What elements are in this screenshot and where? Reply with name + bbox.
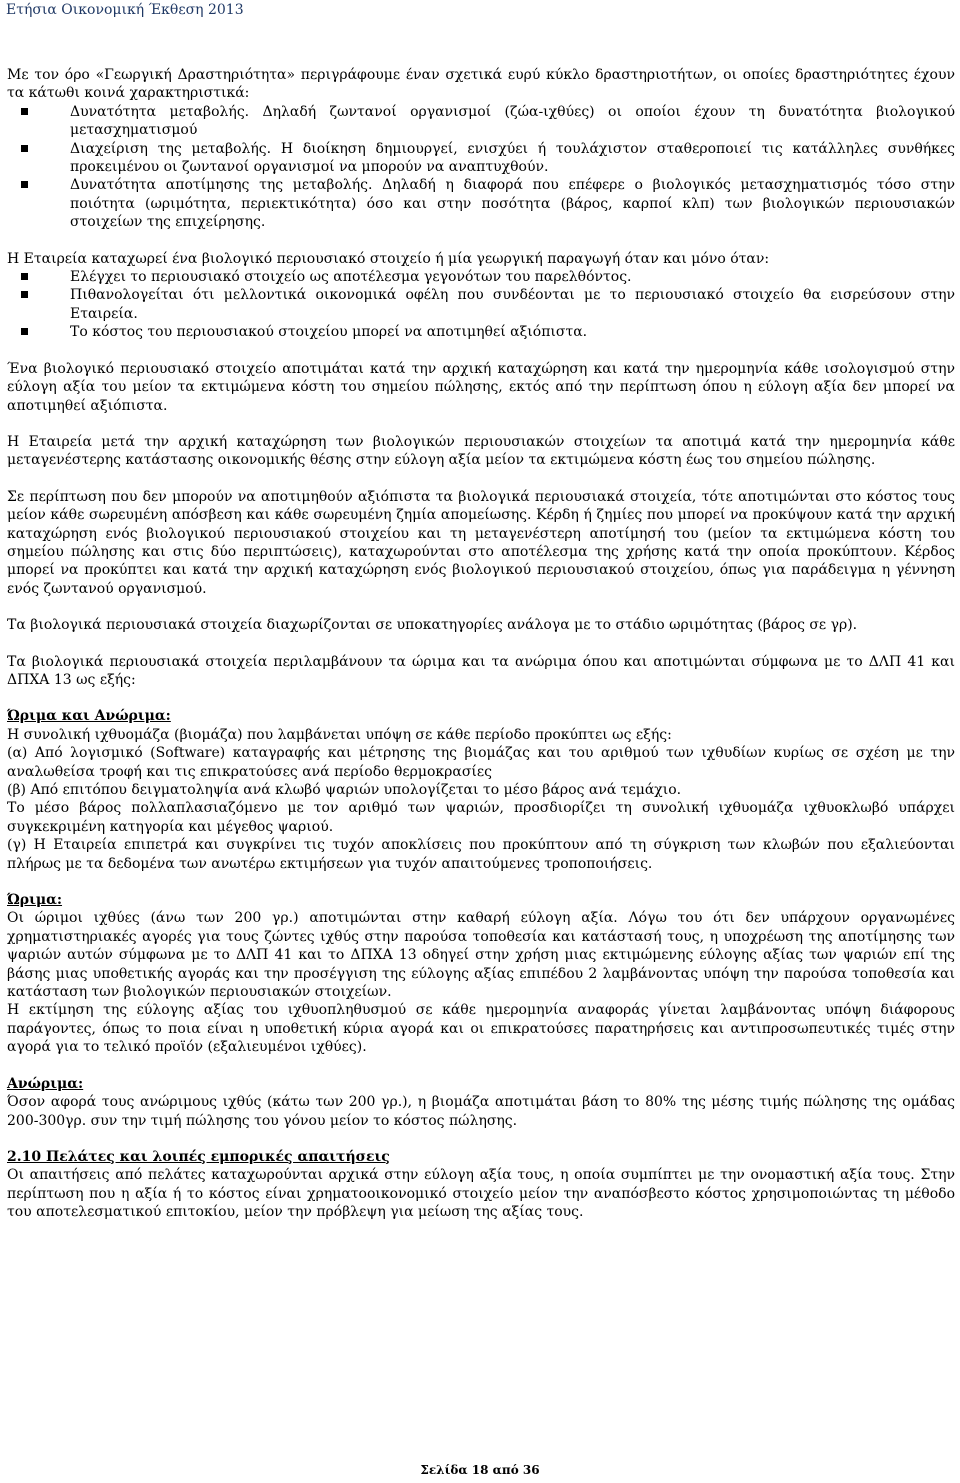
document-body <box>7 66 955 1222</box>
unripe-heading: Ανώριμα: <box>7 1075 84 1092</box>
ripe-paragraph: Η εκτίμηση της εύλογης αξίας του ιχθυοπληθυσμού σε κάθε ημερομηνία αναφοράς γίνεται λαμβάνοντας υπόψη διάφορους παράγοντες, όπως το ποια είναι η υποθετική κύρια αγορά και οι επικρατούσες παρατηρήσεις και αντιπροσωπευτικές τιμές στην αγορά για το τελικό προϊόν (εξαλιευμένοι ιχθύες). <box>7 1002 955 1056</box>
bullet-item <box>7 103 955 140</box>
biomass-line: (α) Από λογισμικό (Software) καταγραφής και μέτρησης της βιομάζας και του αριθμού των ιχθυδίων κυρίως σε σχέση με την αναλωθείσα τροφή και τις επικρατούσες ανά περίοδο θερμοκρασίες <box>7 745 955 780</box>
bullet-item <box>7 176 955 231</box>
categories-paragraph: Τα βιολογικά περιουσιακά στοιχεία διαχωρίζονται σε υποκατηγορίες ανάλογα με το στάδιο ωριμότητας (βάρος σε γρ). <box>7 617 858 634</box>
section-paragraph: Οι απαιτήσεις από πελάτες καταχωρούνται αρχικά στην εύλογη αξία τους, η οποία συμπίπτει με την ονομαστική αξία τους. Στην περίπτωση που η αξία ή το κόστος είναι χρηματοοικονομικό στοιχείο μείον την αναπόσβεστο κόστος χρησιμοποιώντας τη μέθοδο του αποτελεσματικού επιτοκίου, μείον την πρόβλεψη για μείωση της αξίας τους. <box>7 1167 955 1221</box>
unripe-paragraph: Όσον αφορά τους ανώριμους ιχθύς (κάτω των 200 γρ.), η βιομάζα αποτιμάται βάση το 80% της μέσης τιμής πώλησης της ομάδας 200-300γρ. συν την τιμή πώλησης του γόνου μείον το κόστος πώλησης. <box>7 1094 955 1129</box>
bullet-text: Διαχείριση της μεταβολής. Η διοίκηση δημιουργεί, ενισχύει ή τουλάχιστον σταθεροποιεί τις κατάλληλες συνθήκες προκειμένου οι ζωντανοί οργανισμοί να μπορούν να αναπτυχθούν. <box>70 140 955 176</box>
measurement-paragraph: Ένα βιολογικό περιουσιακό στοιχείο αποτιμάται κατά την αρχική καταχώρηση και κατά την ημερομηνία κάθε ισολογισμού στην εύλογη αξία του μείον τα εκτιμώμενα κόστη του σημείου πώλησης, εκτός από την περίπτωση όπου η εύλογη αξία δεν μπορεί να αποτιμηθεί αξιόπιστα. <box>7 360 955 414</box>
cost-model-paragraph: Σε περίπτωση που δεν μπορούν να αποτιμηθούν αξιόπιστα τα βιολογικά περιουσιακά στοιχεία, τότε αποτιμώνται στο κόστος τους μείον κάθε σωρευμένη απόσβεση και κάθε σωρευμένη ζημία απομείωσης. Κέρδη ή ζημίες που μπορεί να προκύψουν κατά την αρχική καταχώρηση ενός βιολογικού περιουσιακού στοιχείου και τη μεταγενέστερη αποτίμησή του (μείον τα εκτιμώμενα κόστη του σημείου πώλησης και στις δύο περιπτώσεις), καταχωρούνται στο αποτέλεσμα της χρήσης κατά την οποία προκύπτουν. Κέρδος μπορεί να προκύπτει και κατά την αρχική καταχώρηση ενός βιολογικού περιουσιακού στοιχείου, όπως για παράδειγμα η γέννηση ενός ζωντανού οργανισμού. <box>7 488 955 597</box>
recognition-paragraph: Η Εταιρεία καταχωρεί ένα βιολογικό περιουσιακό στοιχείο ή μία γεωργική παραγωγή όταν και μόνο όταν: <box>7 250 770 267</box>
bullet-text: Δυνατότητα αποτίμησης της μεταβολής. Δηλαδή η διαφορά που επέφερε ο βιολογικός μετασχηματισμός τόσο στην ποιότητα (ωριμότητα, περιεκτικότητα) όσο και στην ποσότητα (βάρος, καρποί κλπ) των βιολογικών περιουσιακών στοιχείων της επιχείρησης. <box>70 177 955 231</box>
square-bullet-icon <box>21 145 28 152</box>
biomass-line: (β) Από επιτόπου δειγματοληψία ανά κλωβό ψαριών υπολογίζεται το μέσο βάρος ανά τεμάχιο. <box>7 782 682 798</box>
bullet-item <box>7 140 955 177</box>
biomass-line: (γ) Η Εταιρεία επιπετρά και συγκρίνει τις τυχόν αποκλίσεις που προκύπτουν από τη σύγκριση των κλωβών που εξαλιεύονται πλήρως με τα δεδομένα των ανωτέρω εκτιμήσεων για τυχόν απαιτούμενες τροποποιήσεις. <box>7 837 955 872</box>
bullet-text: Το κόστος του περιουσιακού στοιχείου μπορεί να αποτιμηθεί αξιόπιστα. <box>70 324 588 341</box>
square-bullet-icon <box>21 181 28 188</box>
square-bullet-icon <box>21 328 28 335</box>
ripe-unripe-intro-paragraph: Τα βιολογικά περιουσιακά στοιχεία περιλαμβάνουν τα ώριμα και τα ανώριμα όπου και αποτιμώνται σύμφωνα με το ΔΛΠ 41 και ΔΠΧΑ 13 ως εξής: <box>7 653 955 688</box>
ripe-paragraph: Οι ώριμοι ιχθύες (άνω των 200 γρ.) αποτιμώνται στην καθαρή εύλογη αξία. Λόγω του ότι δεν υπάρχουν οργανωμένες χρηματιστηριακές αγορές για τους ζώντες ιχθύς στην παρούσα τοποθεσία και κατάστασή τους, η υποχρέωση της αποτίμησης των ψαριών αυτών σύμφωνα με το ΔΛΠ 41 και το ΔΠΧΑ 13 οδηγεί στην χρήση μιας εκτιμώμενης εύλογης αξίας των ψαριών επί της βάσης μιας υποθετικής αγοράς και την προσέγγιση της εύλογης αξίας επιπέδου 2 λαμβάνοντας υπόψη την παρούσα τοποθεσία και κατάσταση των βιολογικών περιουσιακών στοιχείων. <box>7 910 955 1001</box>
page-number: Σελίδα 18 από 36 <box>420 1463 540 1477</box>
intro-paragraph: Με τον όρο «Γεωργική Δραστηριότητα» περιγράφουμε έναν σχετικά ευρύ κύκλο δραστηριοτήτων, οι οποίες δραστηριότητες έχουν τα κάτωθι κοινά χαρακτηριστικά: <box>7 67 955 102</box>
subsequent-measurement-paragraph: Η Εταιρεία μετά την αρχική καταχώρηση των βιολογικών περιουσιακών στοιχείων τα αποτιμά κατά την ημερομηνία κάθε μεταγενέστερης κατάστασης οικονομικής θέσης στην εύλογη αξία μείον τα εκτιμώμενα κόστη έως του σημείου πώλησης. <box>7 433 955 469</box>
bullet-item <box>7 268 955 286</box>
bullet-text: Ελέγχει το περιουσιακό στοιχείο ως αποτέλεσμα γεγονότων του παρελθόντος. <box>70 269 632 286</box>
section-heading: 2.10 Πελάτες και λοιπές εμπορικές απαιτήσεις <box>7 1148 390 1165</box>
square-bullet-icon <box>21 273 28 280</box>
report-header-title: Ετήσια Οικονομική Έκθεση 2013 <box>6 2 244 18</box>
square-bullet-icon <box>21 291 28 298</box>
ripe-unripe-heading: Ώριμα και Ανώριμα: <box>7 708 171 725</box>
biomass-line: Η συνολική ιχθυομάζα (βιομάζα) που λαμβάνεται υπόψη σε κάθε περίοδο προκύπτει ως εξής: <box>7 726 672 743</box>
bullet-item <box>7 286 955 323</box>
ripe-heading: Ώριμα: <box>7 892 63 909</box>
bullet-item <box>7 323 955 341</box>
bullet-text: Πιθανολογείται ότι μελλοντικά οικονομικά οφέλη που συνδέονται με το περιουσιακό στοιχείο θα εισρεύσουν στην Εταιρεία. <box>70 287 955 322</box>
bullet-text: Δυνατότητα μεταβολής. Δηλαδή ζωντανοί οργανισμοί (ζώα-ιχθύες) οι οποίοι έχουν τη δυνατότητα βιολογικού μετασχηματισμού <box>70 103 955 139</box>
square-bullet-icon <box>21 108 28 115</box>
biomass-line: Το μέσο βάρος πολλαπλασιαζόμενο με τον αριθμό των ψαριών, προσδιορίζει τη συνολική ιχθυομάζα ιχθυοκλωβό υπάρχει συγκεκριμένη κατηγορία και μέγεθος ψαριού. <box>7 800 955 835</box>
